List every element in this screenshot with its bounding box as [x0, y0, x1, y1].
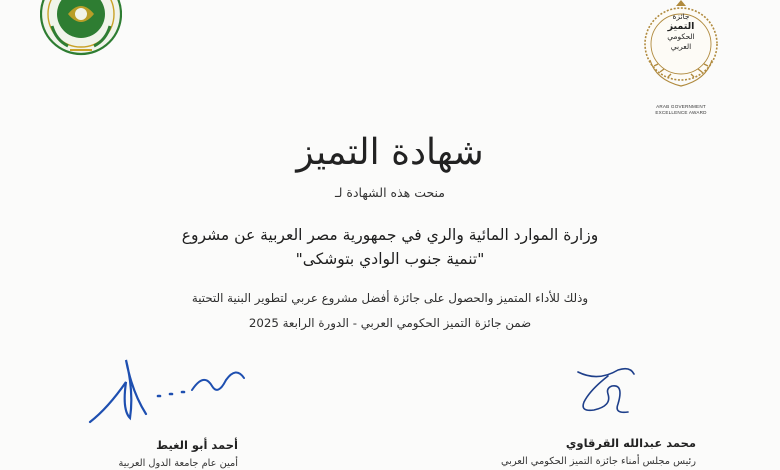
signature-right — [568, 360, 648, 420]
signatory-right-name: محمد عبدالله القرقاوي — [565, 436, 696, 450]
signature-left — [86, 352, 246, 430]
certificate-intro: منحت هذه الشهادة لـ — [334, 185, 446, 200]
project-name: "تنمية جنوب الوادي بتوشكى" — [295, 250, 485, 268]
award-reason: وذلك للأداء المتميز والحصول على جائزة أفضل مشروع عربي لتطوير البنية التحتية — [191, 291, 589, 305]
award-edition: ضمن جائزة التميز الحكومي العربي - الدورة الرابعة 2025 — [248, 316, 532, 330]
signatory-right-title: رئيس مجلس أمناء جائزة التميز الحكومي العربي — [500, 456, 696, 467]
award-caption-line2: EXCELLENCE AWARD — [655, 109, 707, 115]
award-seal-text — [658, 12, 704, 52]
signatory-left-name: أحمد أبو الغيط — [156, 438, 238, 452]
award-caption-line1: ARAB GOVERNMENT — [656, 104, 706, 109]
arab-league-emblem-icon — [40, 0, 122, 58]
award-seal-line: جائزة — [672, 12, 690, 21]
arab-government-excellence-award-icon — [636, 0, 726, 125]
award-seal-line: العربي — [670, 42, 692, 51]
award-seal-line: الحكومي — [667, 32, 695, 41]
award-caption — [636, 104, 726, 115]
certificate-title: شهادة التميز — [296, 132, 484, 173]
award-seal-line: التميز — [667, 21, 695, 32]
signatory-left-title: أمين عام جامعة الدول العربية — [118, 458, 238, 469]
recipient-line: وزارة الموارد المائية والري في جمهورية مصر العربية عن مشروع — [181, 226, 599, 244]
